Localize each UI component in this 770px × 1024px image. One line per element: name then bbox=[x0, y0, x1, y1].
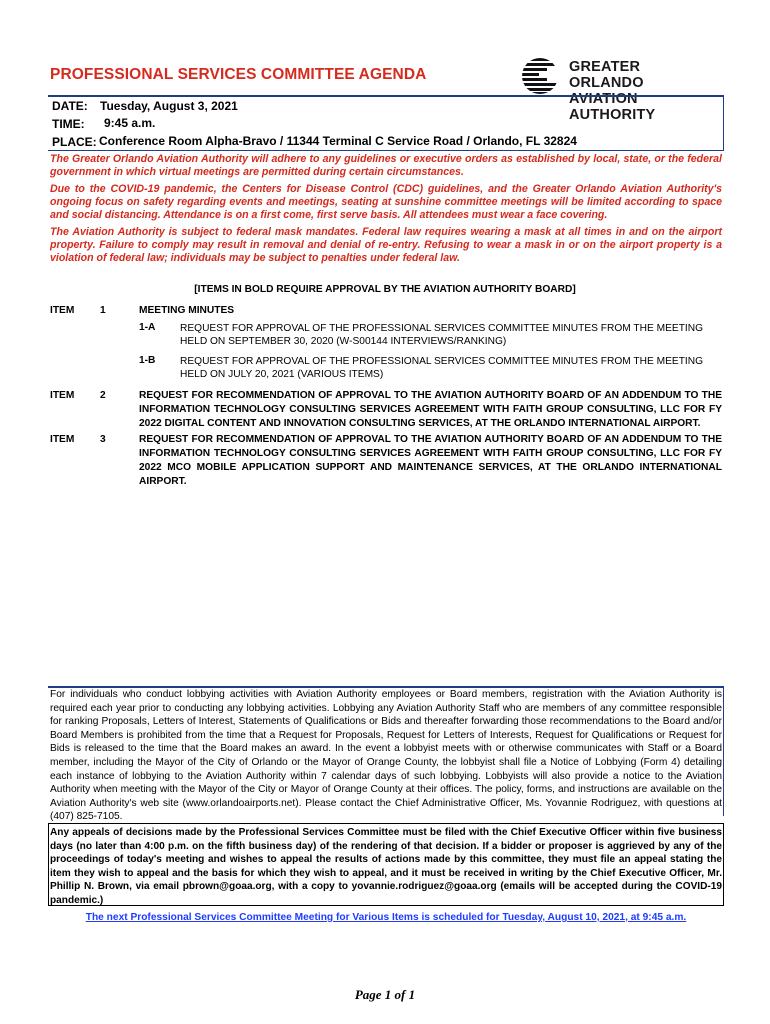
page-title: PROFESSIONAL SERVICES COMMITTEE AGENDA bbox=[50, 66, 427, 83]
date-value: Tuesday, August 3, 2021 bbox=[100, 99, 238, 113]
lobbying-notice: For individuals who conduct lobbying activities with Aviation Authority employees or Board members, registration with the Aviation Authority is required each year prior to conducting any lobbying activities. Lobbying any Aviation Authority Staff who are members of any committee responsible for ranking Proposals, Letters of Interest, Statements of Qualifications or Bids and thereafter forwarding those recommendations to the Board and/or Board Members is prohibited from the time that a Request for Proposals, Request for Letters of Interests, Request for Qualifications or Request for Bids is released to the time that the Board makes an award. In the event a lobbyist meets with or otherwise communicates with Staff or a Board member, including the Mayor of the City of Orlando or the Mayor of Orange County, the lobbyist shall file a Notice of Lobbying (Form 4) detailing each instance of lobbying to the Aviation Authority within 7 calendar days of such lobbying. Lobbyists will also provide a notice to the Aviation Authority when meeting with the Mayor of the City or Mayor of Orange County at their offices. The policy, forms, and instructions are available on the Aviation Authority's web site (www.orlandoairports.net). Please contact the Chief Administrative Officer, Ms. Yovannie Rodriguez, with questions at (407) 825-7105. bbox=[50, 689, 722, 823]
covid-notice: Due to the COVID-19 pandemic, the Centers for Disease Control (CDC) guidelines, and the Greater Orlando Aviation Authority's ongoing focus on safety regarding events and meetings, seating at sunshine committee meetings will be limited according to space and social distancing. Attendance is on a first come, first serve basis. All attendees must wear a face covering. bbox=[50, 183, 722, 221]
place-value: Conference Room Alpha-Bravo / 11344 Terminal C Service Road / Orlando, FL 32824 bbox=[99, 134, 577, 148]
subitem-text: REQUEST FOR APPROVAL OF THE PROFESSIONAL SERVICES COMMITTEE MINUTES FROM THE MEETING HELD ON SEPTEMBER 30, 2020 (W-S00144 INTERVIEWS/RANKING) bbox=[180, 323, 704, 347]
item-title: REQUEST FOR RECOMMENDATION OF APPROVAL TO THE AVIATION AUTHORITY BOARD OF AN ADDENDUM TO THE INFORMATION TECHNOLOGY CONSULTING SERVICES AGREEMENT WITH FAITH GROUP CONSULTING, LLC FOR FY 2022 MCO MOBILE APPLICATION SUPPORT AND MAINTENANCE SERVICES, AT THE ORLANDO INTERNATIONAL AIRPORT. bbox=[139, 434, 722, 487]
item-title: MEETING MINUTES bbox=[139, 305, 235, 316]
page-number: Page 1 of 1 bbox=[354, 987, 416, 1002]
item-number: 2 bbox=[100, 390, 106, 401]
subitem-id: 1-B bbox=[139, 355, 156, 366]
place-label: PLACE: bbox=[52, 135, 97, 149]
bold-items-note: [ITEMS IN BOLD REQUIRE APPROVAL BY THE AVIATION AUTHORITY BOARD] bbox=[194, 284, 576, 295]
goaa-logo bbox=[517, 57, 717, 123]
item-title: REQUEST FOR RECOMMENDATION OF APPROVAL TO THE AVIATION AUTHORITY BOARD OF AN ADDENDUM TO THE INFORMATION TECHNOLOGY CONSULTING SERVICES AGREEMENT WITH FAITH GROUP CONSULTING, LLC FOR FY 2022 DIGITAL CONTENT AND INNOVATION CONSULTING SERVICES, AT THE ORLANDO INTERNATIONAL AIRPORT. bbox=[139, 390, 722, 429]
item-label: ITEM bbox=[50, 434, 75, 445]
date-label: DATE: bbox=[52, 99, 88, 113]
item-number: 1 bbox=[100, 305, 106, 316]
virtual-meeting-notice: The Greater Orlando Aviation Authority will adhere to any guidelines or executive orders as established by local, state, or the federal government in which virtual meetings are permitted during certain circumstances. bbox=[50, 153, 722, 178]
subitem-text: REQUEST FOR APPROVAL OF THE PROFESSIONAL SERVICES COMMITTEE MINUTES FROM THE MEETING HELD ON JULY 20, 2021 (VARIOUS ITEMS) bbox=[180, 356, 704, 380]
item-number: 3 bbox=[100, 434, 106, 445]
mask-mandate-notice: The Aviation Authority is subject to federal mask mandates. Federal law requires wearing a mask at all times in and on the airport property. Failure to comply may result in removal and denial of re-entry. Refusing to wear a mask in or on the airport property is a violation of federal law; individuals may be subject to penalties under federal law. bbox=[50, 226, 722, 264]
next-meeting-link[interactable]: The next Professional Services Committee Meeting for Various Items is scheduled for Tuesday, August 10, 2021, at 9:45 a.m. bbox=[85, 912, 687, 923]
time-label: TIME: bbox=[52, 117, 85, 131]
item-label: ITEM bbox=[50, 305, 75, 316]
time-value: 9:45 a.m. bbox=[104, 116, 156, 130]
logo-text: GREATER ORLANDO AVIATION AUTHORITY bbox=[569, 59, 656, 123]
subitem-id: 1-A bbox=[139, 322, 156, 333]
item-label: ITEM bbox=[50, 390, 75, 401]
globe-logo-icon bbox=[517, 57, 563, 95]
appeal-notice: Any appeals of decisions made by the Professional Services Committee must be filed with the Chief Executive Officer within five business days (no later than 4:00 p.m. on the fifth business day) of the rendering of that decision. If a bidder or proposer is aggrieved by any of the proceedings of today's meeting and wishes to appeal the results of actions made by this committee, they must file an appeal stating the item they wish to appeal and the basis for which they wish to appeal, and it must be received in writing by the Chief Executive Officer, Mr. Phillip N. Brown, via email pbrown@goaa.org, with a copy to yovannie.rodriguez@goaa.org (emails will be accepted during the COVID-19 pandemic.) bbox=[50, 827, 722, 906]
